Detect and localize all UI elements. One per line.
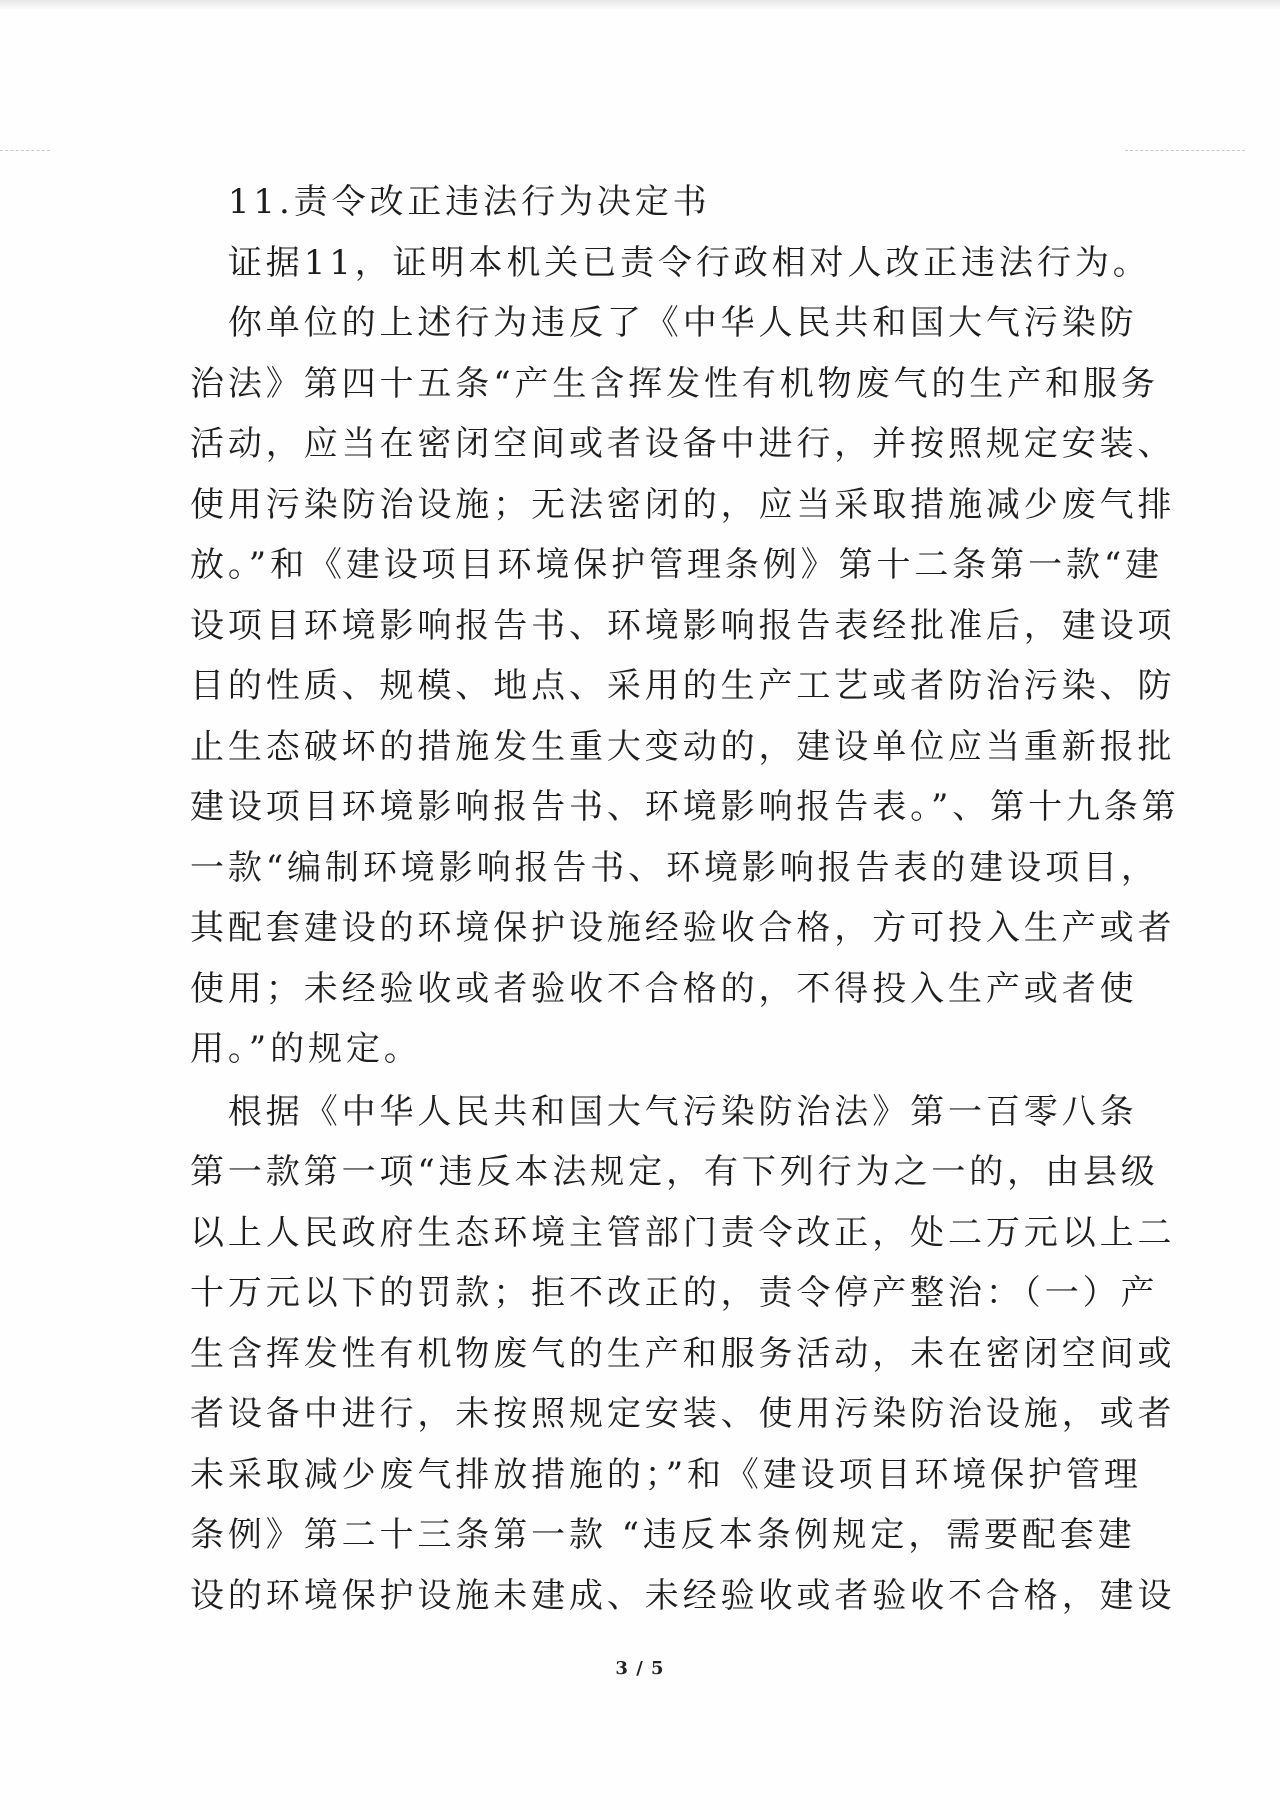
paragraph-basis-line: 条例》第二十三条第一款 “违反本条例规定，需要配套建 (190, 1515, 1136, 1555)
paragraph-basis-line: 以上人民政府生态环境主管部门责令改正，处二万元以上二 (190, 1212, 1176, 1253)
paragraph-violation-line: 活动，应当在密闭空间或者设备中进行，并按照规定安装、 (190, 424, 1176, 464)
document-body (190, 172, 1180, 1626)
paragraph-violation-line: 放。”和《建设项目环境保护管理条例》第十二条第一款“建 (190, 545, 1164, 585)
page-number: 3 / 5 (615, 1658, 665, 1679)
scan-mark-left (0, 150, 50, 151)
scan-edge (0, 0, 1280, 9)
paragraph-basis-line: 根据《中华人民共和国大气污染防治法》第一百零八条 (190, 1091, 1138, 1132)
scan-mark-right (1125, 150, 1245, 151)
paragraph-violation-line: 使用污染防治设施；无法密闭的，应当采取措施减少废气排 (190, 484, 1176, 525)
evidence-line: 证据11，证明本机关已责令行政相对人改正违法行为。 (190, 242, 1151, 283)
item-heading: 11.责令改正违法行为决定书 (190, 182, 711, 222)
paragraph-violation-line: 你单位的上述行为违反了《中华人民共和国大气污染防 (190, 303, 1138, 343)
paragraph-violation-line: 其配套建设的环境保护设施经验收合格，方可投入生产或者 (190, 908, 1176, 948)
paragraph-basis-line: 未采取减少废气排放措施的；”和《建设项目环境保护管理 (190, 1454, 1142, 1495)
paragraph-basis-line: 十万元以下的罚款；拒不改正的，责令停产整治：（一）产 (190, 1273, 1159, 1313)
paragraph-violation-line: 一款“编制环境影响报告书、环境影响报告表的建设项目， (190, 847, 1159, 888)
paragraph-basis-line: 者设备中进行，未按照规定安装、使用污染防治设施，或者 (190, 1394, 1176, 1434)
paragraph-violation-line: 目的性质、规模、地点、采用的生产工艺或者防治污染、防 (190, 666, 1176, 706)
paragraph-violation-line: 用。”的规定。 (190, 1029, 422, 1069)
paragraph-basis-line: 设的环境保护设施未建成、未经验收或者验收不合格，建设 (190, 1575, 1176, 1616)
paragraph-basis-line: 生含挥发性有机物废气的生产和服务活动，未在密闭空间或 (190, 1333, 1176, 1374)
paragraph-violation-line: 治法》第四十五条“产生含挥发性有机物废气的生产和服务 (190, 363, 1159, 404)
paragraph-violation-line: 设项目环境影响报告书、环境影响报告表经批准后，建设项 (190, 605, 1176, 646)
paragraph-violation-line: 建设项目环境影响报告书、环境影响报告表。”、第十九条第 (190, 787, 1180, 827)
paragraph-violation-line: 使用；未经验收或者验收不合格的，不得投入生产或者使 (190, 968, 1138, 1009)
paragraph-violation-line: 止生态破坏的措施发生重大变动的，建设单位应当重新报批 (190, 726, 1176, 767)
paragraph-basis-line: 第一款第一项“违反本法规定，有下列行为之一的，由县级 (190, 1152, 1159, 1192)
